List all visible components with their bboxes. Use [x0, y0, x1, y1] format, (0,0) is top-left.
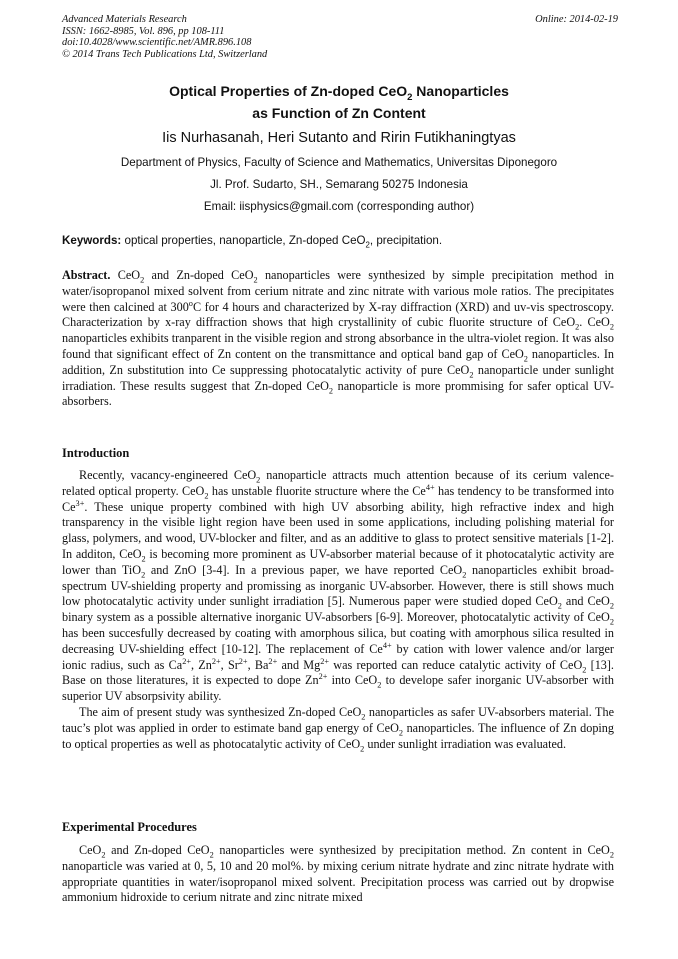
- abstract-block: [62, 268, 614, 410]
- copyright-line: © 2014 Trans Tech Publications Ltd, Switzerland: [62, 48, 268, 60]
- issn-line: ISSN: 1662-8985, Vol. 896, pp 108-111: [62, 25, 225, 37]
- journal-name: Advanced Materials Research: [62, 14, 187, 25]
- experimental-block: [62, 843, 614, 906]
- introduction-paragraph-1: Recently, vacancy-engineered CeO$_2$ nanoparticle attracts much attention because of its cerium valence-related optical property. CeO$_2$ has unstable fluorite structure where the $Ce^{4+}$ has tendency to be transformed into $Ce^{3+}$. These unique property combined with high UV absorbing ability, high refractive index and high transparency in the visible light region have been used in some applications, including polishing material for glass, polymers, and wood, UV-blocker and filter, and as an additive to glass to protect sensitive materials [1-2]. In additon, CeO$_2$ is becoming more prominent as UV-absorber material because of it photocatalytic activity are lower than TiO$_2$ and ZnO [3-4]. In a previous paper, we have reported CeO$_2$ nanoparticles exhibit broad-spectrum UV-shielding property and promissing as inorganic UV-absorber. However, there is still shows much low photocatalytic activity under sunlight irradiation [5]. Numerous paper were studied doped CeO$_2$ and CeO$_2$ binary system as a possible alternative inorganic UV-absorbers [6-9]. Moreover, photocatalytic activity of CeO$_2$ has been succesfully decreased by coating with amorphous silica, but coating with amorphous silica resulted in decreasing UV-shielding effect [10-12]. The replacement of $Ce^{4+}$ by cation with lower valence and/or larger ionic radius, such as $Ca^{2+}$, $Zn^{2+}$, $Sr^{2+}$, $Ba^{2+}$ and $Mg^{2+}$ was reported can reduce catalytic activity of CeO$_2$ [13]. Base on those literatures, it is expected to dope $Zn^{2+}$ into CeO$_2$ to develope safer inorganic UV-absorber with superior UV absorpsivity ability.: [62, 468, 615, 704]
- section-heading-introduction: Introduction: [62, 446, 130, 460]
- keywords-line: Keywords: optical properties, nanoparticle, Zn-doped CeO$_2$, precipitation.: [62, 234, 443, 250]
- affiliation-email: Email: iisphysics@gmail.com (corresponding author): [203, 200, 475, 213]
- abstract-paragraph: Abstract. CeO$_2$ and Zn-doped CeO$_2$ nanoparticles were synthesized by simple precipitation method in water/isopropanol mixed solvent from cerium nitrate and zinc nitrate with various mole ratios. The precipitates were then calcined at 300$^o$C for 4 hours and characterized by X-ray diffraction (XRD) and uv-vis spectroscopy. Characterization by x-ray diffraction shows that high crystallinity of cubic fluorite structure of CeO$_2$. CeO$_2$ nanoparticles exhibits tranparent in the visible region and strong absorbance in the ultra-violet region. It was also found that significant effect of Zn content on the transmittance and optical band gap of CeO$_2$ nanoparticles. In addition, Zn substitution into Ce suppressing photocatalytic activity of pure CeO$_2$ nanoparticle under sunlight irradiation. These results suggest that Zn-doped CeO$_2$ nanoparticle is more prommising for safer optical UV-absorbers.: [62, 268, 615, 409]
- abstract-label: Abstract.: [62, 268, 111, 282]
- affiliation-department: Department of Physics, Faculty of Science and Mathematics, Universitas Diponegoro: [120, 156, 558, 169]
- affiliation-address: Jl. Prof. Sudarto, SH., Semarang 50275 Indonesia: [210, 178, 468, 191]
- introduction-paragraph-2: The aim of present study was synthesized Zn-doped CeO$_2$ nanoparticles as safer UV-absorbers material. The tauc’s plot was applied in order to estimate band gap energy of CeO$_2$ nanoparticles. The influence of Zn doping to optical properties as well as photocatalytic activity of CeO$_2$ under sunlight irradiation was evaluated.: [62, 704, 615, 753]
- experimental-paragraph-1: CeO$_2$ and Zn-doped CeO$_2$ nanoparticles were synthesized by precipitation method. Zn content in CeO$_2$ nanoparticle was varied at 0, 5, 10 and 20 mol%. by mixing cerium nitrate hydrate and zinc nitrate hydrate with appropriate quantities in water/isopropanol mixed solvent. Precipitation process was carried out by dropwise ammonium hidroxide to cerium nitrate and zinc nitrate mixed: [62, 843, 614, 905]
- introduction-block: [62, 468, 614, 752]
- paper-title-line1: Optical Properties of Zn-doped CeO$_2$ Nanoparticles: [169, 83, 509, 103]
- author-list: Iis Nurhasanah, Heri Sutanto and Ririn Futikhaningtyas: [162, 130, 516, 146]
- online-date: Online: 2014-02-19: [535, 14, 618, 25]
- section-heading-experimental: Experimental Procedures: [62, 820, 197, 834]
- keywords-label: Keywords:: [62, 234, 122, 247]
- doi-line: doi:10.4028/www.scientific.net/AMR.896.108: [62, 37, 252, 49]
- journal-header: [62, 14, 267, 60]
- paper-title-line2: as Function of Zn Content: [252, 105, 426, 121]
